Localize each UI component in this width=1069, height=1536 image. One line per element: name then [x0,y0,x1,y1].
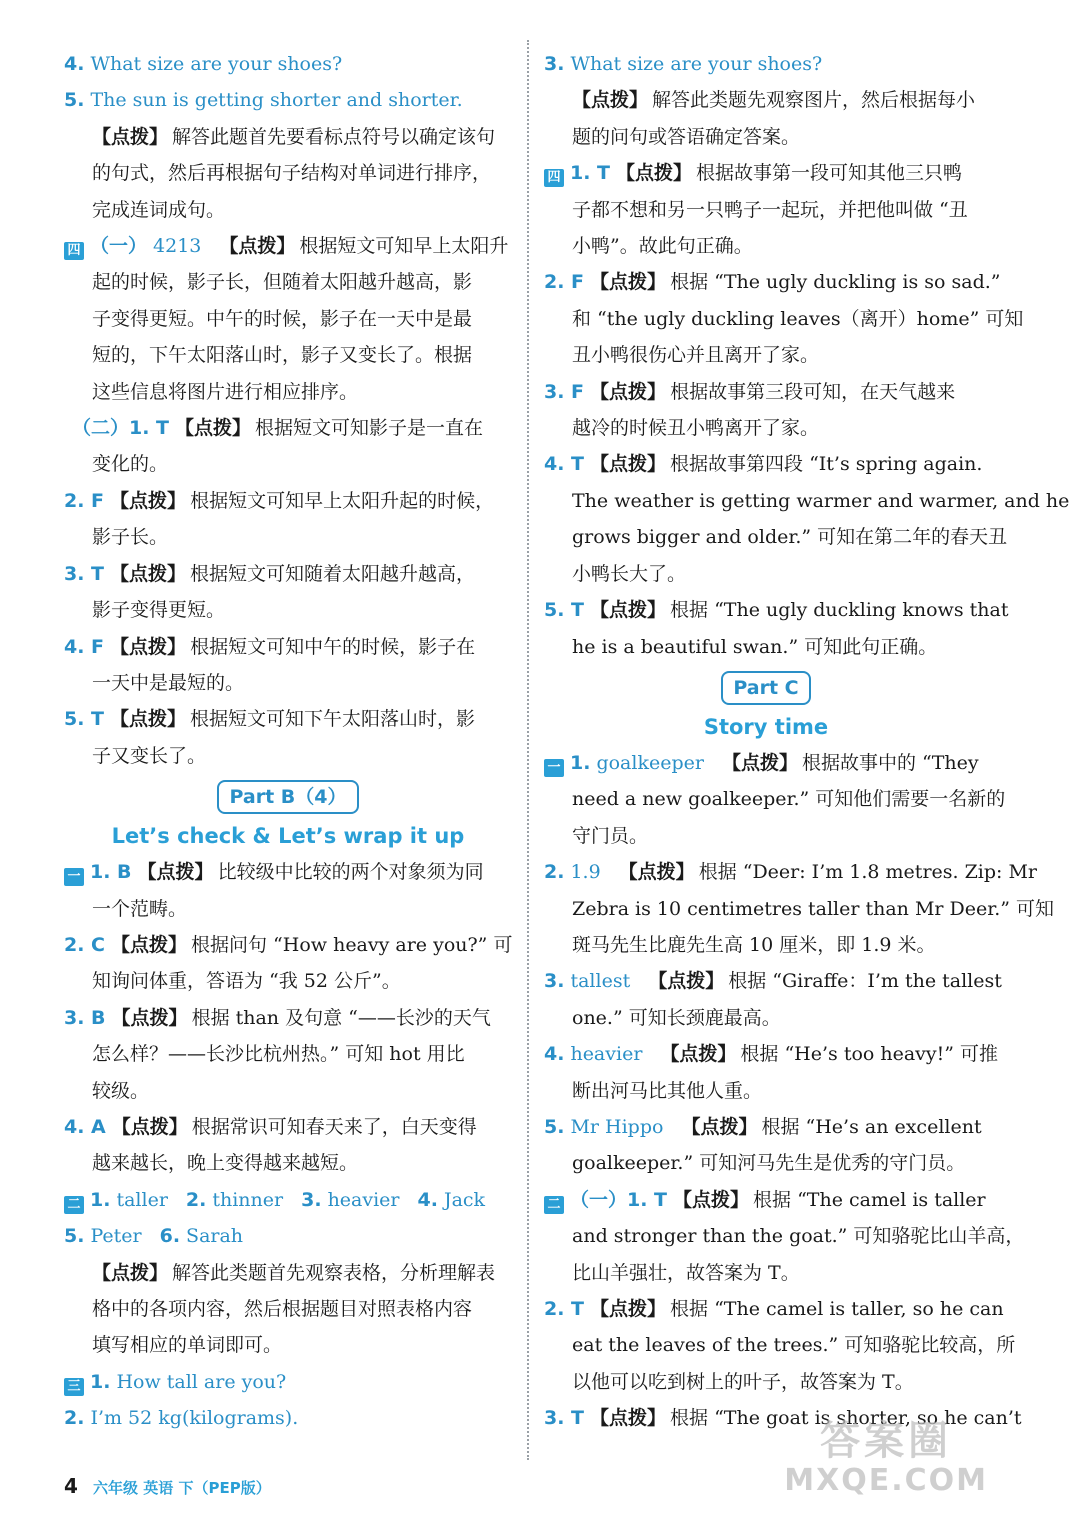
answer-text: heavier [570,1043,643,1066]
explanation-text: 根据短文可知早上太阳升 [299,235,509,258]
explanation-text: 根据 “The ugly duckling is so sad.” [670,271,1001,294]
explanation-text: 的句式，然后再根据句子结构对单词进行排序， [92,162,492,185]
text-line [64,592,512,628]
explanation-text: 这些信息将图片进行相应排序。 [92,380,359,403]
question-number: 2. [185,1188,207,1211]
text-line [64,1255,512,1291]
question-number: 5. T [544,599,585,622]
answer-line [64,1182,512,1218]
page-number: 4 [64,1474,78,1498]
text-line [64,119,512,155]
explanation-text: 子都不想和另一只鸭子一起玩，并把他叫做 “丑 [572,198,968,221]
answer-line [64,46,512,82]
right-column [544,46,1069,1437]
answer-line [544,745,988,781]
hint-label: 【点拨】 [110,635,187,658]
question-number: 1. [570,751,591,774]
question-number: 4. [64,53,85,75]
answer-line [544,854,1038,890]
explanation-text: 变化的。 [92,453,169,476]
text-line [544,1145,988,1181]
answer-text: taller [116,1188,168,1211]
text-line [544,781,1006,817]
explanation-text: Zebra is 10 centimetres taller than Mr Deer.” 可知 [572,897,1055,920]
explanation-text: 较级。 [92,1079,150,1102]
answer-line [544,264,1001,300]
explanation-text: 根据 “He’s too heavy!” 可推 [740,1043,999,1066]
explanation-text: The weather is getting warmer and warmer, and he [572,489,1069,512]
explanation-text: 子又变长了。 [92,744,207,767]
answer-line [544,1291,1004,1327]
answer-line [64,1364,512,1400]
answer-line [544,963,1002,999]
answer-line [64,556,512,592]
answer-text: thinner [212,1188,284,1211]
question-number: 2. [64,1407,85,1430]
explanation-text: 填写相应的单词即可。 [92,1334,283,1357]
text-line [64,891,512,927]
explanation-text: 越冷的时候丑小鸭离开了家。 [572,417,820,440]
section-marker-icon: 四 [64,242,84,260]
question-number: 6. [159,1225,181,1248]
text-line [544,629,988,665]
explanation-text: 格中的各项内容，然后根据题目对照表格内容 [92,1298,473,1320]
watermark-logo [784,1418,988,1498]
explanation-text: he is a beautiful swan.” 可知此句正确。 [572,635,938,658]
part-badge: Part C [721,671,810,705]
explanation-text: 比山羊强壮，故答案为 T。 [572,1261,800,1284]
explanation-text: 根据 “The ugly duckling knows that [670,599,1009,622]
text-line [544,556,988,592]
explanation-text: eat the leaves of the trees.” 可知骆驼比较高，所 [572,1334,1016,1357]
explanation-text: 丑小鸭很伤心并且离开了家。 [572,344,820,367]
answer-line [544,1182,988,1218]
answer-text: What size are your shoes? [90,53,343,75]
explanation-text: 根据常识可知春天来了，白天变得 [191,1115,477,1138]
hint-label: 【点拨】 [111,933,188,956]
text-line [64,264,512,300]
question-number: 4. F [64,635,105,658]
question-number: 4. [544,1043,565,1066]
answer-line [544,46,988,82]
part-title: Story time [703,714,829,739]
column-divider [527,40,529,1460]
question-number: 1. T [570,162,611,185]
question-number: （一） [90,235,148,258]
text-line [64,155,512,191]
explanation-text: 解答此类题先观察图片，然后根据每小 [652,89,976,112]
explanation-text: 根据 “Giraffe：I’m the tallest [728,970,1002,993]
answer-line [64,483,512,519]
question-number: 2. C [64,933,105,956]
left-column [64,46,512,1437]
question-number: （二）1. T [72,417,170,440]
answer-text: Sarah [186,1225,244,1248]
hint-label: 【点拨】 [616,162,693,185]
hint-label: 【点拨】 [721,751,798,774]
question-number: 3. T [544,1407,585,1430]
explanation-text: 解答此类题首先观察表格，分析理解表 [172,1261,496,1284]
hint-label: 【点拨】 [572,89,649,112]
explanation-text: 根据故事第四段 “It’s spring again. [670,453,983,476]
text-line [64,1073,512,1109]
text-line [544,891,1055,927]
text-line [544,410,988,446]
answer-text: Peter [90,1225,142,1248]
text-line [64,519,512,555]
answer-text: How tall are you? [116,1370,287,1393]
section-marker-icon: 四 [544,169,564,187]
explanation-text: 以他可以吃到树上的叶子，故答案为 T。 [572,1370,914,1393]
explanation-text: 和 “the ugly duckling leaves（离开）home” 可知 [572,307,1024,330]
question-number: 5. [64,1225,85,1248]
explanation-text: 解答此题首先要看标点符号以确定该句 [172,125,496,148]
hint-label: 【点拨】 [110,562,187,585]
watermark-line2: MXQE.COM [784,1463,988,1498]
hint-label: 【点拨】 [111,1006,188,1029]
footer-book-title: 六年级 英语 下（PEP版） [93,1479,271,1497]
answer-text: I’m 52 kg(kilograms). [90,1407,299,1430]
explanation-text: 根据短文可知中午的时候，影子在 [190,635,476,658]
hint-label: 【点拨】 [137,861,214,884]
explanation-text: grows bigger and older.” 可知在第二年的春天丑 [572,526,1008,549]
answer-text: tallest [570,970,631,993]
answer-text: The sun is getting shorter and shorter. [90,89,463,112]
question-number: 5. [544,1115,565,1138]
hint-label: 【点拨】 [92,125,169,148]
section-marker-icon: 二 [64,1196,84,1214]
text-line [64,1327,512,1363]
answer-text: heavier [327,1188,400,1211]
section-marker-icon: 二 [544,1196,564,1214]
explanation-text: 根据短文可知下午太阳落山时，影 [190,708,476,731]
text-line [544,192,988,228]
text-line [544,519,1008,555]
text-line [64,337,512,373]
explanation-text: 影子变得更短。 [92,599,226,622]
text-line [544,337,988,373]
text-line [64,1291,512,1327]
question-number: 1. [90,1370,111,1393]
section-marker-icon: 一 [64,868,84,886]
hint-label: 【点拨】 [590,380,667,403]
text-line [544,1327,1016,1363]
text-line [544,119,988,155]
explanation-text: 一个范畴。 [92,897,188,920]
watermark-line1: 答案圈 [820,1418,953,1464]
explanation-text: 根据故事第三段可知，在天气越来 [670,380,956,403]
text-line [544,483,1069,519]
question-number: 4. A [64,1115,106,1138]
part-title: Let’s check & Let’s wrap it up [111,824,465,849]
answer-text: 1.9 [570,861,601,884]
explanation-text: 根据问句 “How heavy are you?” 可 [191,933,513,956]
hint-label: 【点拨】 [590,271,667,294]
part-header [544,671,988,705]
answer-text: 4213 [153,235,202,258]
hint-label: 【点拨】 [648,970,725,993]
answer-line [64,82,512,118]
answer-line [544,1036,999,1072]
text-line [64,1145,512,1181]
question-number: 3. [544,53,565,75]
explanation-text: 影子长。 [92,526,169,549]
explanation-text: 守门员。 [572,824,649,847]
explanation-text: 根据故事第一段可知其他三只鸭 [696,162,963,185]
explanation-text: 完成连词成句。 [92,198,226,221]
question-number: 3. [301,1188,322,1211]
explanation-text: 根据 than 及句意 “——长沙的天气 [191,1006,491,1029]
question-number: 4. [417,1188,438,1211]
explanation-text: 根据短文可知影子是一直在 [255,417,484,440]
hint-label: 【点拨】 [110,708,187,731]
explanation-text: 小鸭长大了。 [572,562,687,585]
explanation-text: 起的时候，影子长，但随着太阳越升越高，影 [92,271,473,294]
answer-text: What size are your shoes? [570,53,823,75]
question-number: 2. F [64,489,105,512]
text-line [64,963,512,999]
answer-line [544,446,988,482]
explanation-text: 小鸭”。故此句正确。 [572,235,753,258]
question-number: 2. [544,861,565,884]
question-number: 2. F [544,271,585,294]
answer-line [64,228,512,264]
explanation-text: one.” 可知长颈鹿最高。 [572,1006,781,1029]
question-number: 3. B [64,1006,106,1029]
text-line [544,1364,988,1400]
explanation-text: 断出河马比其他人重。 [572,1079,763,1102]
answer-line [64,1218,512,1254]
answer-line [64,854,512,890]
text-line [544,228,988,264]
explanation-text: 根据 “He’s an excellent [761,1115,982,1138]
hint-label: 【点拨】 [590,453,667,476]
answer-line [64,1109,512,1145]
question-number: 5. [64,89,85,112]
text-line [64,738,512,774]
explanation-text: 一天中是最短的。 [92,671,245,694]
text-line [64,665,512,701]
question-number: 3. T [64,562,105,585]
answer-line [544,1109,988,1145]
question-number: 3. F [544,380,585,403]
section-marker-icon: 三 [64,1378,84,1396]
explanation-text: need a new goalkeeper.” 可知他们需要一名新的 [572,788,1006,811]
text-line [544,927,988,963]
hint-label: 【点拨】 [590,599,667,622]
answer-text: Jack [443,1188,486,1211]
explanation-text: 怎么样？——长沙比杭州热。” 可知 hot 用比 [92,1043,465,1066]
explanation-text: 根据短文可知早上太阳升起的时候， [190,489,495,512]
question-number: （一）1. T [570,1188,668,1211]
text-line [64,446,512,482]
answer-line [544,155,988,191]
hint-label: 【点拨】 [660,1043,737,1066]
page-footer [64,1474,271,1498]
question-number: 3. [544,970,565,993]
answer-line [64,1000,512,1036]
section-marker-icon: 一 [544,759,564,777]
text-line [544,82,988,118]
text-line [544,1255,988,1291]
answer-text: goalkeeper [596,751,704,774]
hint-label: 【点拨】 [618,861,695,884]
text-line [64,374,512,410]
explanation-text: 短的，下午太阳落山时，影子又变长了。根据 [92,344,473,367]
explanation-text: 根据故事中的 “They [801,751,979,774]
question-number: 2. T [544,1298,585,1320]
answer-line [544,592,1009,628]
part-badge: Part B（4） [217,780,358,814]
answer-line [544,374,988,410]
explanation-text: 知询问体重，答语为 “我 52 公斤”。 [92,970,401,993]
text-line [544,1218,1025,1254]
question-number: 4. T [544,453,585,476]
answer-text: Mr Hippo [570,1115,664,1138]
explanation-text: 根据 “The camel is taller [753,1188,986,1211]
part-header [64,780,512,814]
question-number: 1. B [90,861,132,884]
explanation-text: 比较级中比较的两个对象须为同 [217,861,484,884]
text-line [64,1036,512,1072]
text-line [64,301,512,337]
explanation-text: 根据 “The goat is shorter, so he can’t [670,1407,1022,1430]
text-line [544,1000,988,1036]
text-line [544,301,1024,337]
question-number: 5. T [64,708,105,731]
hint-label: 【点拨】 [673,1188,750,1211]
hint-label: 【点拨】 [590,1298,667,1320]
hint-label: 【点拨】 [175,417,252,440]
hint-label: 【点拨】 [110,489,187,512]
explanation-text: 题的问句或答语确定答案。 [572,125,801,148]
explanation-text: 子变得更短。中午的时候，影子在一天中是最 [92,307,473,330]
answer-line [64,410,512,446]
hint-label: 【点拨】 [590,1407,667,1430]
text-line [544,818,988,854]
answer-line [64,701,512,737]
answer-line [64,629,512,665]
explanation-text: 根据 “Deer: I’m 1.8 metres. Zip: Mr [698,861,1038,884]
text-line [64,192,512,228]
text-line [544,1073,988,1109]
explanation-text: goalkeeper.” 可知河马先生是优秀的守门员。 [572,1152,966,1175]
hint-label: 【点拨】 [219,235,296,258]
hint-label: 【点拨】 [92,1261,169,1284]
question-number: 1. [90,1188,111,1211]
explanation-text: 根据短文可知随着太阳越升越高， [190,562,476,585]
explanation-text: 斑马先生比鹿先生高 10 厘米，即 1.9 米。 [572,933,936,956]
hint-label: 【点拨】 [111,1115,188,1138]
explanation-text: 根据 “The camel is taller, so he can [670,1298,1004,1320]
hint-label: 【点拨】 [681,1115,758,1138]
answer-line [64,1400,512,1436]
answer-line [64,927,512,963]
explanation-text: 越来越长，晚上变得越来越短。 [92,1152,359,1175]
explanation-text: and stronger than the goat.” 可知骆驼比山羊高， [572,1225,1025,1248]
